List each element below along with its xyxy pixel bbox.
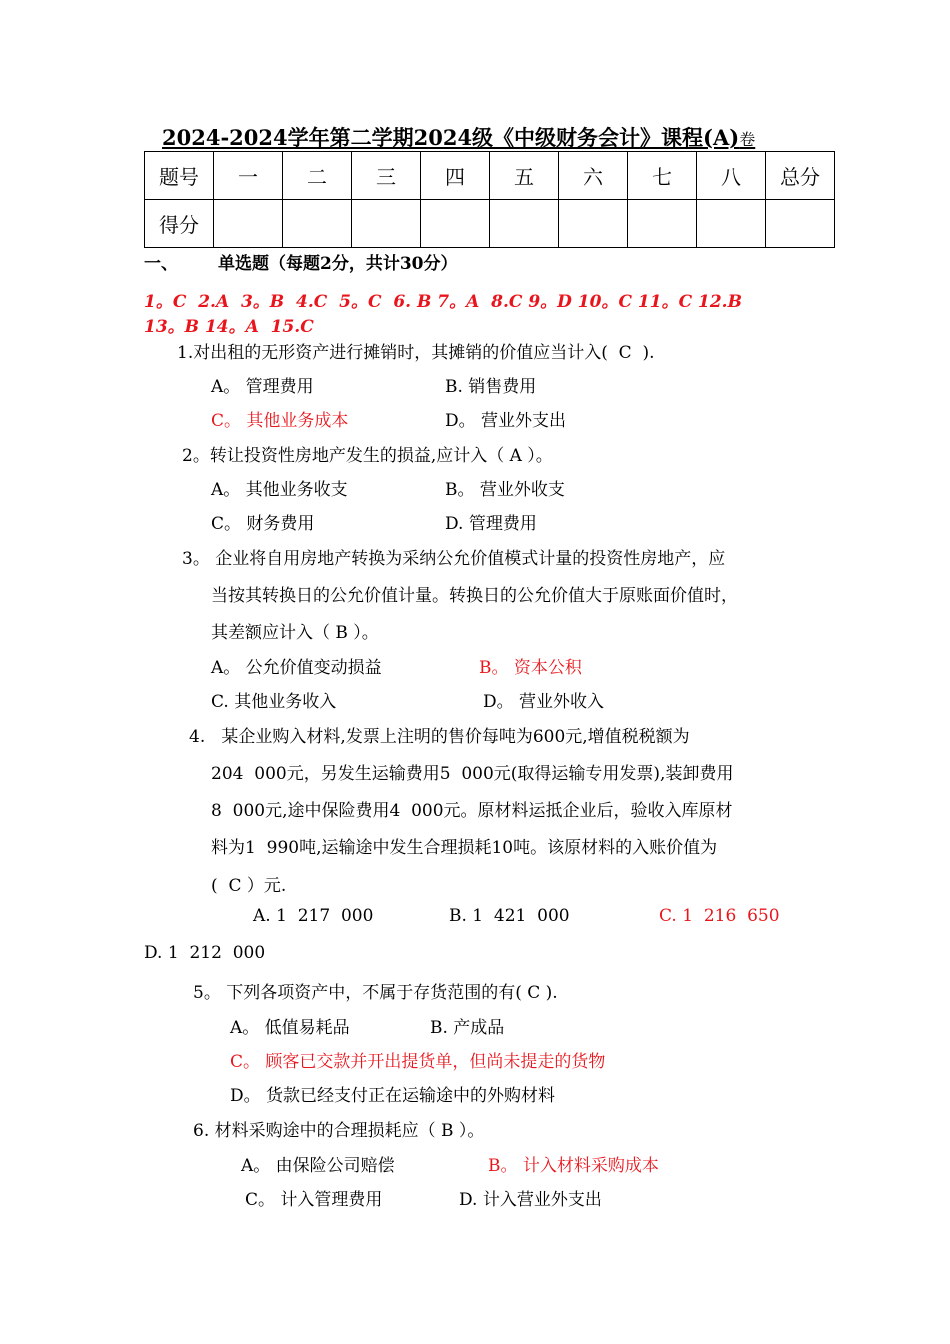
question-2-option-a: A。 其他业务收支 xyxy=(211,480,348,500)
answer-key-line-1: 1。C 2.A 3。B 4.C 5。C 6. B 7。A 8.C 9。D 10。C 11。C 12.B xyxy=(144,292,742,312)
question-3-option-d: D。 营业外收入 xyxy=(483,692,605,712)
score-table-header-row xyxy=(145,152,835,200)
header-cell: 四 xyxy=(421,152,490,200)
score-cell xyxy=(352,200,421,248)
header-cell: 一 xyxy=(214,152,283,200)
question-6-stem: 6. 材料采购途中的合理损耗应（ B ）。 xyxy=(193,1121,485,1141)
header-cell: 五 xyxy=(490,152,559,200)
score-cell xyxy=(421,200,490,248)
question-6-option-d: D. 计入营业外支出 xyxy=(459,1190,602,1210)
header-cell: 八 xyxy=(697,152,766,200)
score-cell xyxy=(490,200,559,248)
question-1-option-a: A。 管理费用 xyxy=(211,377,314,397)
question-4-option-d: D. 1 212 000 xyxy=(144,943,266,963)
title-suffix: 卷 xyxy=(739,130,756,149)
question-3-option-a: A。 公允价值变动损益 xyxy=(211,658,382,678)
question-4-stem-line-2: 204 000元，另发生运输费用5 000元(取得运输专用发票),装卸费用 xyxy=(211,764,734,784)
header-cell: 七 xyxy=(628,152,697,200)
question-2-stem: 2。转让投资性房地产发生的损益,应计入（ A ）。 xyxy=(182,446,553,466)
question-4-option-c: C. 1 216 650 xyxy=(659,906,780,926)
question-1-stem: 1.对出租的无形资产进行摊销时，其摊销的价值应当计入( C ). xyxy=(177,343,655,363)
section-title: 单选题（每题2分，共计30分） xyxy=(218,254,458,274)
question-2-option-b: B。 营业外收支 xyxy=(445,480,565,500)
score-cell xyxy=(214,200,283,248)
question-5-option-d: D。 货款已经支付正在运输途中的外购材料 xyxy=(230,1086,556,1106)
section-number: 一、 xyxy=(144,254,178,274)
question-3-stem-line-2: 当按其转换日的公允价值计量。转换日的公允价值大于原账面价值时， xyxy=(211,586,738,606)
score-cell xyxy=(283,200,352,248)
question-6-option-b: B。 计入材料采购成本 xyxy=(488,1156,659,1176)
header-cell: 三 xyxy=(352,152,421,200)
question-4-stem-line-5: ( C ）元. xyxy=(211,876,287,896)
question-1-option-c: C。 其他业务成本 xyxy=(211,411,349,431)
question-6-option-c: C。 计入管理费用 xyxy=(245,1190,383,1210)
answer-key-line-2: 13。B 14。A 15.C xyxy=(144,317,314,337)
question-1-option-b: B. 销售费用 xyxy=(445,377,537,397)
header-cell: 总分 xyxy=(766,152,835,200)
question-4-option-a: A. 1 217 000 xyxy=(253,906,374,926)
header-cell: 六 xyxy=(559,152,628,200)
score-cell xyxy=(766,200,835,248)
header-cell: 二 xyxy=(283,152,352,200)
question-5-stem: 5。 下列各项资产中，不属于存货范围的有( C ). xyxy=(193,983,558,1003)
question-3-option-b: B。 资本公积 xyxy=(479,658,582,678)
question-2-option-c: C。 财务费用 xyxy=(211,514,315,534)
score-cell xyxy=(628,200,697,248)
score-cell xyxy=(697,200,766,248)
page-title: 2024-2024学年第二学期2024级《中级财务会计》课程(A)卷 xyxy=(162,125,756,150)
question-5-option-a: A。 低值易耗品 xyxy=(230,1018,350,1038)
score-table-score-row xyxy=(145,200,835,248)
question-4-stem-line-3: 8 000元,途中保险费用4 000元。原材料运抵企业后，验收入库原材 xyxy=(211,801,733,821)
score-label-cell: 得分 xyxy=(145,200,214,248)
question-1-option-d: D。 营业外支出 xyxy=(445,411,567,431)
question-5-option-b: B. 产成品 xyxy=(430,1018,505,1038)
question-6-option-a: A。 由保险公司赔偿 xyxy=(241,1156,395,1176)
question-5-option-c: C。 顾客已交款并开出提货单，但尚未提走的货物 xyxy=(230,1052,606,1072)
question-3-stem-line-3: 其差额应计入（ B ）。 xyxy=(211,623,379,643)
score-table xyxy=(144,151,835,248)
question-4-option-b: B. 1 421 000 xyxy=(449,906,570,926)
question-4-stem-line-1: 4. 某企业购入材料,发票上注明的售价每吨为600元,增值税税额为 xyxy=(189,727,690,747)
question-3-option-c: C. 其他业务收入 xyxy=(211,692,337,712)
question-2-option-d: D. 管理费用 xyxy=(445,514,537,534)
score-cell xyxy=(559,200,628,248)
section-heading xyxy=(144,249,458,274)
header-cell: 题号 xyxy=(145,152,214,200)
question-3-stem-line-1: 3。 企业将自用房地产转换为采纳公允价值模式计量的投资性房地产，应 xyxy=(182,549,726,569)
question-4-stem-line-4: 料为1 990吨,运输途中发生合理损耗10吨。该原材料的入账价值为 xyxy=(211,838,718,858)
